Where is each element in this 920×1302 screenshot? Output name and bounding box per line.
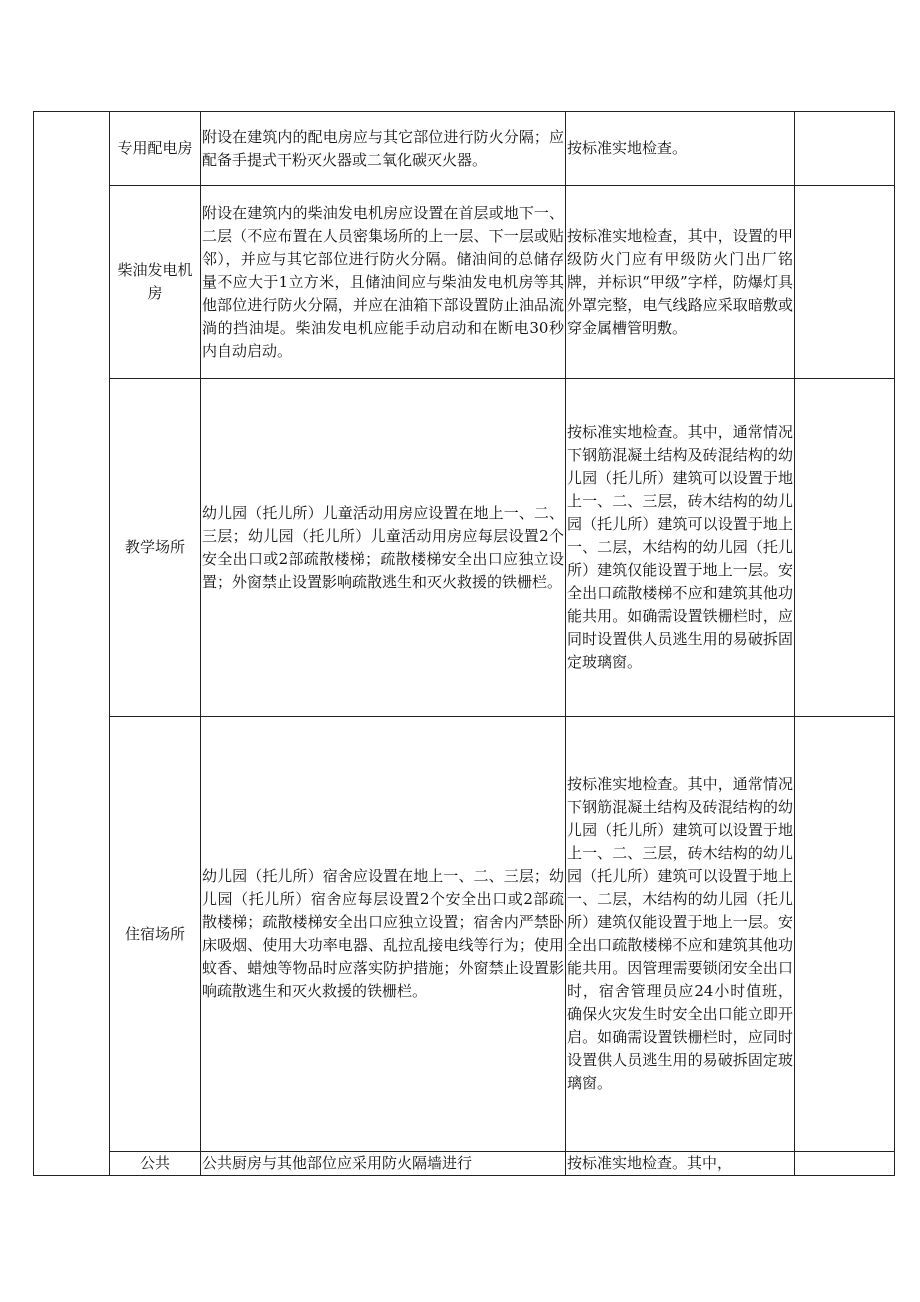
place-cell xyxy=(110,717,201,1152)
place-name: 柴油发电机房 xyxy=(117,261,193,302)
method-cell: 按标准实地检查。 xyxy=(566,112,795,186)
requirement-cell: 幼儿园（托儿所）儿童活动用房应设置在地上一、二、三层；幼儿园（托儿所）儿童活动用房应每层设置2个安全出口或2部疏散楼梯；疏散楼梯安全出口应独立设置；外窗禁止设置影响疏散逃生和灭火救援的铁栅栏。 xyxy=(201,379,566,717)
table-row xyxy=(34,186,895,379)
requirement-cell: 公共厨房与其他部位应采用防火隔墙进行 xyxy=(201,1152,566,1176)
place-name: 专用配电房 xyxy=(117,139,193,157)
place-cell xyxy=(110,1152,201,1176)
result-cell xyxy=(795,186,895,379)
place-name: 教学场所 xyxy=(124,538,185,556)
table-row xyxy=(34,1152,895,1176)
place-cell xyxy=(110,379,201,717)
result-cell xyxy=(795,379,895,717)
method-cell: 按标准实地检查。其中， xyxy=(566,1152,795,1176)
place-name: 住宿场所 xyxy=(124,924,185,943)
method-cell: 按标准实地检查。其中，通常情况下钢筋混凝土结构及砖混结构的幼儿园（托儿所）建筑可以设置于地上一、二、三层，砖木结构的幼儿园（托儿所）建筑可以设置于地上一、二层，木结构的幼儿园（托儿所）建筑仅能设置于地上一层。安全出口疏散楼梯不应和建筑其他功能共用。因管理需要锁闭安全出口时，宿舍管理员应24小时值班，确保火灾发生时安全出口能立即开启。如确需设置铁栅栏时，应同时设置供人员逃生用的易破拆固定玻璃窗。 xyxy=(566,717,795,1152)
requirement-cell: 附设在建筑内的柴油发电机房应设置在首层或地下一、二层（不应布置在人员密集场所的上一层、下一层或贴邻），并应与其它部位进行防火分隔。储油间的总储存量不应大于1立方米，且储油间应与柴油发电机房等其他部位进行防火分隔，并应在油箱下部设置防止油品流淌的挡油堤。柴油发电机应能手动启动和在断电30秒内自动启动。 xyxy=(201,186,566,379)
method-cell: 按标准实地检查，其中，设置的甲级防火门应有甲级防火门出厂铭牌，并标识“甲级”字样，防爆灯具外罩完整，电气线路应采取暗敷或穿金属槽管明敷。 xyxy=(566,186,795,379)
inspection-table xyxy=(33,111,895,1176)
requirement-cell: 附设在建筑内的配电房应与其它部位进行防火分隔；应配备手提式干粉灭火器或二氧化碳灭火器。 xyxy=(201,112,566,186)
result-cell xyxy=(795,112,895,186)
table-row xyxy=(34,379,895,717)
category-cell xyxy=(34,112,110,1176)
table-row xyxy=(34,717,895,1152)
place-cell xyxy=(110,112,201,186)
place-name: 公共 xyxy=(139,1154,170,1172)
table-row xyxy=(34,112,895,186)
place-cell xyxy=(110,186,201,379)
result-cell xyxy=(795,1152,895,1176)
requirement-cell: 幼儿园（托儿所）宿舍应设置在地上一、二、三层；幼儿园（托儿所）宿舍应每层设置2个安全出口或2部疏散楼梯；疏散楼梯安全出口应独立设置；宿舍内严禁卧床吸烟、使用大功率电器、乱拉乱接电线等行为；使用蚊香、蜡烛等物品时应落实防护措施；外窗禁止设置影响疏散逃生和灭火救援的铁栅栏。 xyxy=(201,717,566,1152)
method-cell: 按标准实地检查。其中，通常情况下钢筋混凝土结构及砖混结构的幼儿园（托儿所）建筑可以设置于地上一、二、三层，砖木结构的幼儿园（托儿所）建筑可以设置于地上一、二层，木结构的幼儿园（托儿所）建筑仅能设置于地上一层。安全出口疏散楼梯不应和建筑其他功能共用。如确需设置铁栅栏时，应同时设置供人员逃生用的易破拆固定玻璃窗。 xyxy=(566,379,795,717)
result-cell xyxy=(795,717,895,1152)
